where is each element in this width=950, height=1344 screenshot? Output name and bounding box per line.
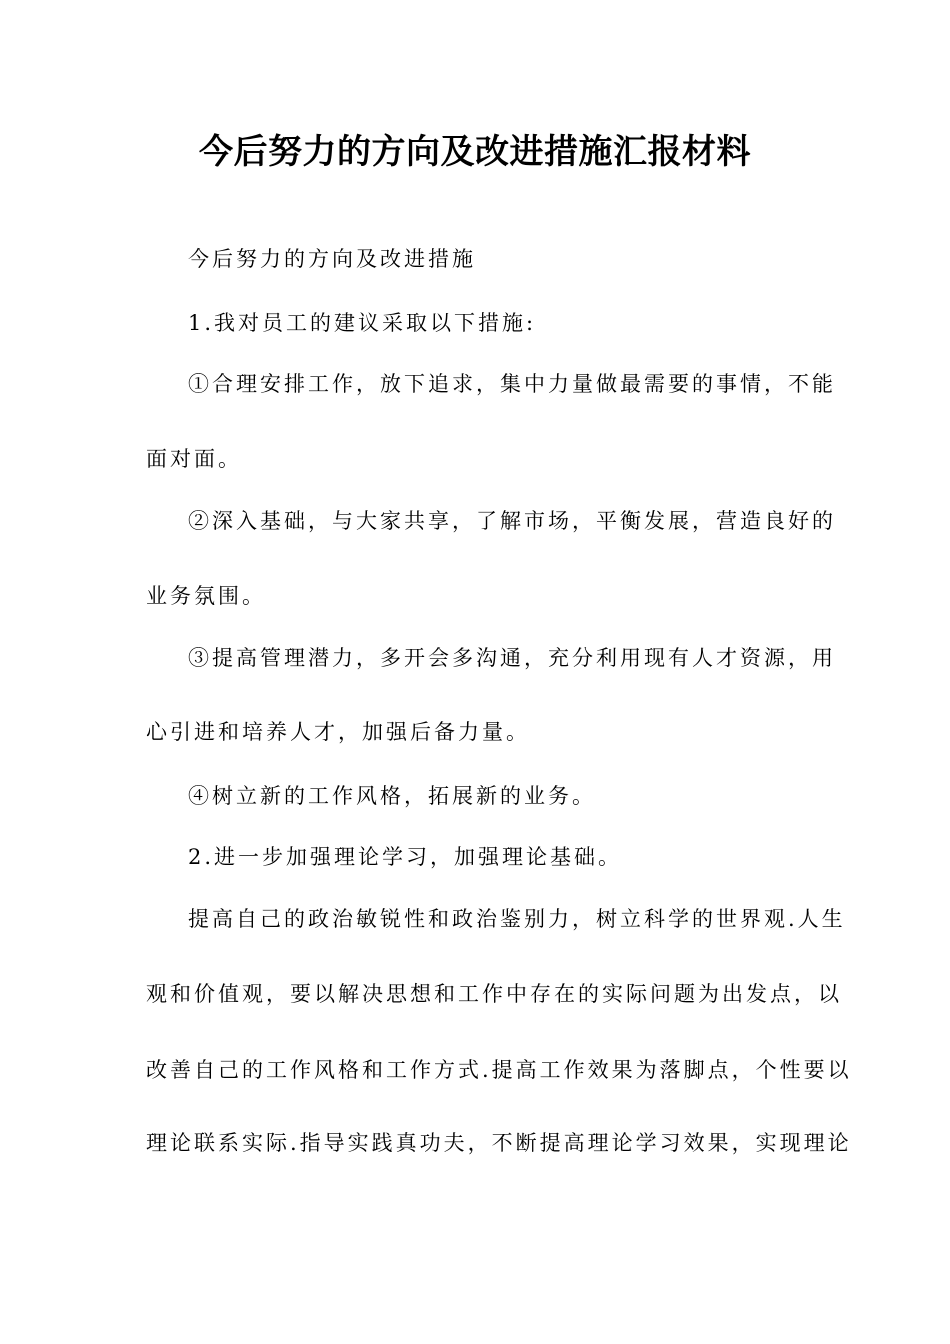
circled-item-2-line-2: 业务氛围。 (146, 584, 266, 608)
numbered-item-2: 2.进一步加强理论学习，加强理论基础。 (188, 845, 623, 869)
paragraph-line-1: 提高自己的政治敏锐性和政治鉴别力，树立科学的世界观.人生 (188, 907, 846, 931)
document-title: 今后努力的方向及改进措施汇报材料 (199, 132, 751, 172)
paragraph-line-4: 理论联系实际.指导实践真功夫，不断提高理论学习效果，实现理论 (146, 1131, 852, 1155)
circled-item-1-line-1: ①合理安排工作，放下追求，集中力量做最需要的事情，不能 (188, 372, 836, 396)
circled-item-2-line-1: ②深入基础，与大家共享，了解市场，平衡发展，营造良好的 (188, 509, 836, 533)
section-heading: 今后努力的方向及改进措施 (188, 247, 476, 271)
circled-item-4: ④树立新的工作风格，拓展新的业务。 (188, 784, 596, 808)
paragraph-line-2: 观和价值观，要以解决思想和工作中存在的实际问题为出发点，以 (146, 982, 842, 1006)
numbered-item-1: 1.我对员工的建议采取以下措施: (188, 311, 537, 335)
circled-item-1-line-2: 面对面。 (146, 447, 242, 471)
paragraph-line-3: 改善自己的工作风格和工作方式.提高工作效果为落脚点，个性要以 (146, 1058, 852, 1082)
circled-item-3-line-1: ③提高管理潜力，多开会多沟通，充分利用现有人才资源，用 (188, 646, 836, 670)
circled-item-3-line-2: 心引进和培养人才，加强后备力量。 (146, 720, 530, 744)
